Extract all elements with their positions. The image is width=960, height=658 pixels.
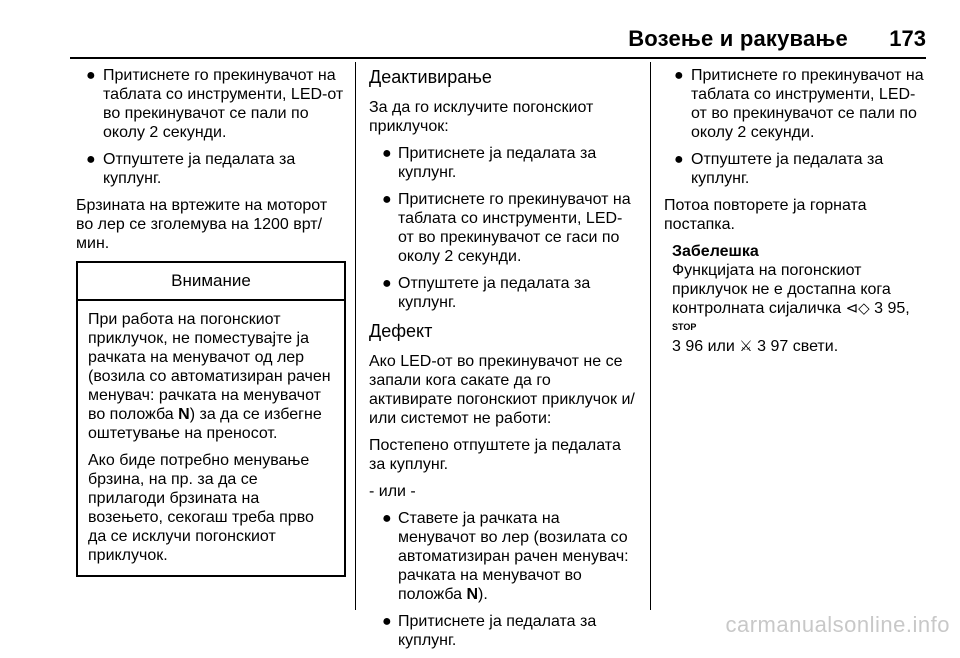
intro-paragraph: За да го исклучите погонскиот приклучок: bbox=[369, 99, 594, 135]
warning-box bbox=[76, 261, 346, 577]
power-takeoff-icon: ⊲◇ bbox=[845, 300, 870, 317]
page-number: 173 bbox=[889, 26, 926, 51]
warning-paragraph: Ако биде потребно менување брзина, на пр. за да се прилагоди брзината на возењето, секогаш треба прво да се исклучи погонскиот приклучок. bbox=[88, 452, 314, 564]
bullet-list bbox=[369, 509, 637, 650]
bullet-list bbox=[664, 66, 930, 188]
stop-icon: STOP bbox=[672, 322, 697, 332]
header-rule bbox=[70, 57, 926, 59]
watermark: carmanualsonline.info bbox=[725, 612, 950, 637]
note-title: Забелешка bbox=[672, 243, 759, 260]
page-header bbox=[0, 0, 960, 58]
column-divider-2 bbox=[650, 62, 651, 610]
repeat-paragraph: Потоа повторете ја горната постапка. bbox=[664, 197, 867, 233]
idle-speed-paragraph: Брзината на вртежите на моторот во лер се зголемува на 1200 врт/мин. bbox=[76, 197, 328, 252]
warning-title: Внимание bbox=[78, 263, 344, 301]
list-item: ● Отпуштете ја педалата за куплунг. bbox=[382, 275, 591, 311]
fault-paragraph: Ако LED-от во прекинувачот не се запали кога сакате да го активирате погонскиот приклучок и/или системот не работи: bbox=[369, 353, 635, 427]
or-separator: - или - bbox=[369, 483, 416, 500]
note-box bbox=[664, 242, 930, 356]
section-title: Возење и ракување bbox=[628, 26, 848, 51]
list-item: ● Притиснете ја педалата за куплунг. bbox=[382, 145, 597, 181]
column-2 bbox=[369, 66, 637, 658]
bullet-icon: ● bbox=[382, 510, 392, 527]
column-divider-1 bbox=[355, 62, 356, 610]
warning-body bbox=[78, 301, 344, 575]
bullet-icon: ● bbox=[86, 151, 96, 168]
bullet-icon: ● bbox=[382, 191, 392, 208]
bullet-icon: ● bbox=[86, 67, 96, 84]
bullet-icon: ● bbox=[674, 151, 684, 168]
list-item: ● Притиснете го прекинувачот на таблата со инструменти, LED-от во прекинувачот се пали по околу 2 секунди. bbox=[674, 67, 924, 141]
bullet-icon: ● bbox=[382, 613, 392, 630]
heading-fault: Дефект bbox=[369, 321, 433, 341]
list-item: ● Притиснете го прекинувачот на таблата со инструменти, LED-от во прекинувачот се пали по околу 2 секунди. bbox=[86, 67, 344, 141]
bullet-icon: ● bbox=[382, 275, 392, 292]
bullet-icon: ● bbox=[674, 67, 684, 84]
list-item: ● Ставете ја рачката на менувачот во лер (возилата со автоматизиран рачен менувач: рачката на менувачот во положба N). bbox=[382, 510, 629, 603]
list-item: ● Притиснете ја педалата за куплунг. bbox=[382, 613, 597, 649]
note-text: Функцијата на погонскиот приклучок не е достапна кога контролната сијаличка ⊲◇ 3 95, STOP 3 96 или ⚔ 3 97 свети. bbox=[672, 262, 910, 355]
column-1 bbox=[76, 66, 346, 577]
list-item: ● Отпуштете ја педалата за куплунг. bbox=[86, 151, 296, 187]
bullet-list bbox=[76, 66, 346, 188]
list-item: ● Притиснете го прекинувачот на таблата со инструменти, LED-от во прекинувачот се гаси по околу 2 секунди. bbox=[382, 191, 631, 265]
release-clutch-paragraph: Постепено отпуштете ја педалата за куплунг. bbox=[369, 437, 621, 473]
coolant-temperature-icon: ⚔ bbox=[739, 338, 753, 355]
bullet-list bbox=[369, 144, 637, 312]
bullet-icon: ● bbox=[382, 145, 392, 162]
column-3 bbox=[664, 66, 930, 356]
warning-paragraph: При работа на погонскиот приклучок, не поместувајте ја рачката на менувачот од лер (возила со автоматизиран рачен менувач: рачката на менувачот во положба N) за да се избегне оштетување на преносот. bbox=[88, 311, 331, 442]
heading-deactivation: Деактивирање bbox=[369, 67, 492, 87]
list-item: ● Отпуштете ја педалата за куплунг. bbox=[674, 151, 884, 187]
